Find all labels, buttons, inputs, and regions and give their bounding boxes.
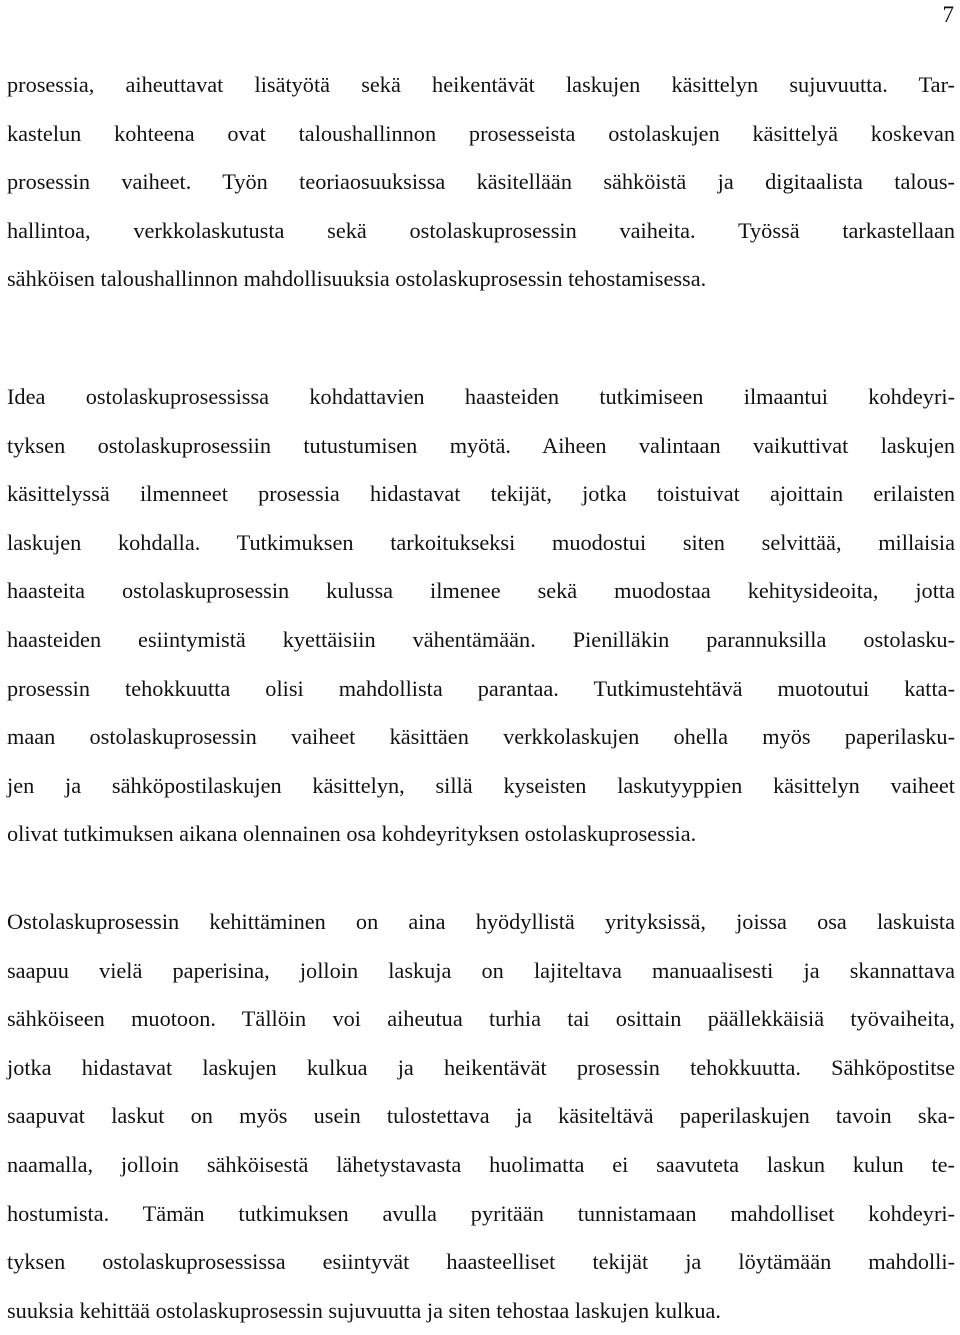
text-line: saapuu vielä paperisina, jolloin laskuja on lajiteltava manuaalisesti ja skannattava <box>7 957 955 983</box>
text-line: käsittelyssä ilmenneet prosessia hidastavat tekijät, jotka toistuivat ajoittain erilaisten <box>7 481 955 507</box>
text-line: laskujen kohdalla. Tutkimuksen tarkoitukseksi muodostui siten selvittää, millaisia <box>7 529 955 555</box>
text-line: maan ostolaskuprosessin vaiheet käsittäen verkkolaskujen ohella myös paperilasku- <box>7 724 955 750</box>
paragraph-1 <box>7 61 955 304</box>
paragraph-3 <box>7 898 955 1335</box>
page-number: 7 <box>942 2 954 27</box>
text-line: sähköiseen muotoon. Tällöin voi aiheutua turhia tai osittain päällekkäisiä työvaiheita, <box>7 1006 955 1032</box>
text-line: Ostolaskuprosessin kehittäminen on aina hyödyllistä yrityksissä, joissa osa laskuista <box>7 909 955 934</box>
text-line: jotka hidastavat laskujen kulkua ja heikentävät prosessin tehokkuutta. Sähköpostitse <box>7 1054 955 1080</box>
text-line: olivat tutkimuksen aikana olennainen osa kohdeyrityksen ostolaskuprosessia. <box>7 821 697 847</box>
text-line: kastelun kohteena ovat taloushallinnon prosesseista ostolaskujen käsittelyä koskevan <box>7 120 955 146</box>
text-line: tyksen ostolaskuprosessiin tutustumisen myötä. Aiheen valintaan vaikuttivat laskujen <box>7 432 955 458</box>
text-line: naamalla, jolloin sähköisestä lähetystavasta huolimatta ei saavuteta laskun kulun te- <box>7 1151 955 1177</box>
text-line: haasteita ostolaskuprosessin kulussa ilmenee sekä muodostaa kehitysideoita, jotta <box>7 578 955 604</box>
text-line: haasteiden esiintymistä kyettäisiin vähentämään. Pienilläkin parannuksilla ostolasku- <box>7 626 955 652</box>
text-line: prosessin vaiheet. Työn teoriaosuuksissa käsitellään sähköistä ja digitaalista talous- <box>7 169 955 195</box>
text-line: hostumista. Tämän tutkimuksen avulla pyritään tunnistamaan mahdolliset kohdeyri- <box>7 1200 955 1226</box>
text-line: Idea ostolaskuprosessissa kohdattavien haasteiden tutkimiseen ilmaantui kohdeyri- <box>7 384 955 409</box>
text-line: saapuvat laskut on myös usein tulostettava ja käsiteltävä paperilaskujen tavoin ska- <box>7 1103 955 1129</box>
text-line: hallintoa, verkkolaskutusta sekä ostolaskuprosessin vaiheita. Työssä tarkastellaan <box>7 217 955 243</box>
paragraph-2 <box>7 373 955 859</box>
text-line: prosessin tehokkuutta olisi mahdollista parantaa. Tutkimustehtävä muotoutui katta- <box>7 675 955 701</box>
text-line: suuksia kehittää ostolaskuprosessin sujuvuutta ja siten tehostaa laskujen kulkua. <box>7 1297 722 1323</box>
text-line: sähköisen taloushallinnon mahdollisuuksia ostolaskuprosessin tehostamisessa. <box>7 266 707 292</box>
text-line: tyksen ostolaskuprosessissa esiintyvät haasteelliset tekijät ja löytämään mahdolli- <box>7 1249 955 1275</box>
text-line: jen ja sähköpostilaskujen käsittelyn, sillä kyseisten laskutyyppien käsittelyn vaiheet <box>7 772 955 798</box>
text-line: prosessia, aiheuttavat lisätyötä sekä heikentävät laskujen käsittelyn sujuvuutta. Tar- <box>7 72 955 97</box>
